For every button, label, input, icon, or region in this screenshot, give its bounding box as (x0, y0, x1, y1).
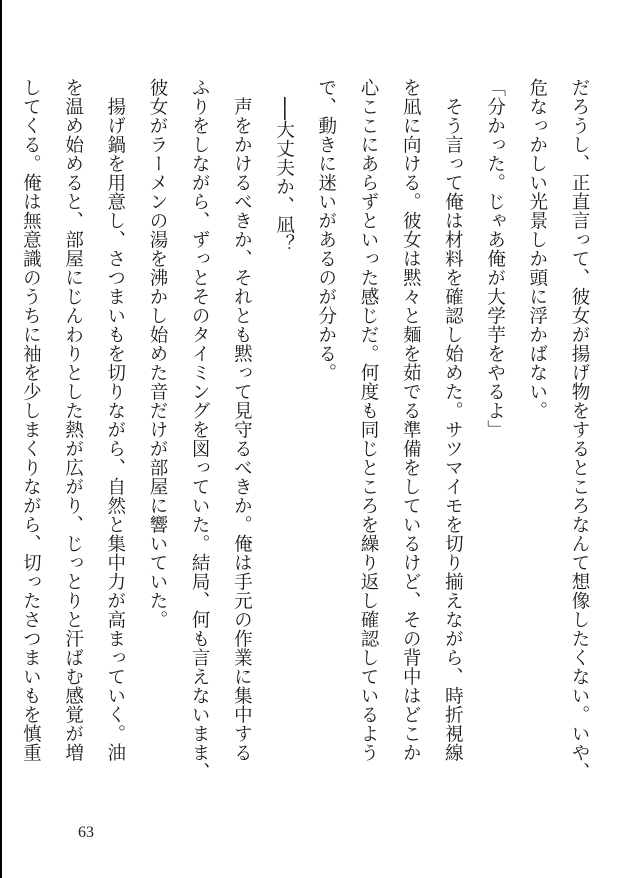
text-line: 「分かった。じゃあ俺が大学芋をやるよ」 (484, 78, 506, 439)
body-text (20, 78, 600, 818)
text-line: で、動きに迷いがあるのが分かる。 (315, 78, 337, 382)
text-line: 危なっかしい光景しか頭に浮かばない。 (526, 78, 548, 420)
text-line (0, 78, 9, 818)
text-line: ふりをしながら、ずっとそのタイミングを図っていた。結局、何も言えないまま、 (189, 78, 211, 781)
text-line: ──大丈夫か、凪？ (273, 78, 295, 254)
text-line: 彼女がラーメンの湯を沸かし始めた音だけが部屋に響いていた。 (146, 78, 168, 629)
text-line: だろうし、正直言って、彼女が揚げ物をするところなんて想像したくない。いや、 (569, 78, 590, 781)
text-line: を凪に向ける。彼女は黙々と麺を茹でる準備をしているけど、その背中はどこか (400, 78, 422, 762)
text-line: 揚げ鍋を用意し、さつまいもを切りながら、自然と集中力が高まっていく。油 (104, 78, 126, 762)
page-number: 63 (78, 824, 94, 841)
text-line: してくる。俺は無意識のうちに袖を少しまくりながら、切ったさつまいもを慎重 (20, 78, 42, 762)
text-line: を温め始めると、部屋にじんわりとした熱が広がり、じっとりと汗ばむ感覚が増 (62, 78, 84, 762)
text-line: 声をかけるべきか、それとも黙って見守るべきか。俺は手元の作業に集中する (231, 78, 253, 762)
text-line: そう言って俺は材料を確認し始めた。サツマイモを切り揃えながら、時折視線 (442, 78, 464, 762)
text-line: 心ここにあらずといった感じだ。何度も同じところを繰り返し確認しているよう (357, 78, 379, 762)
